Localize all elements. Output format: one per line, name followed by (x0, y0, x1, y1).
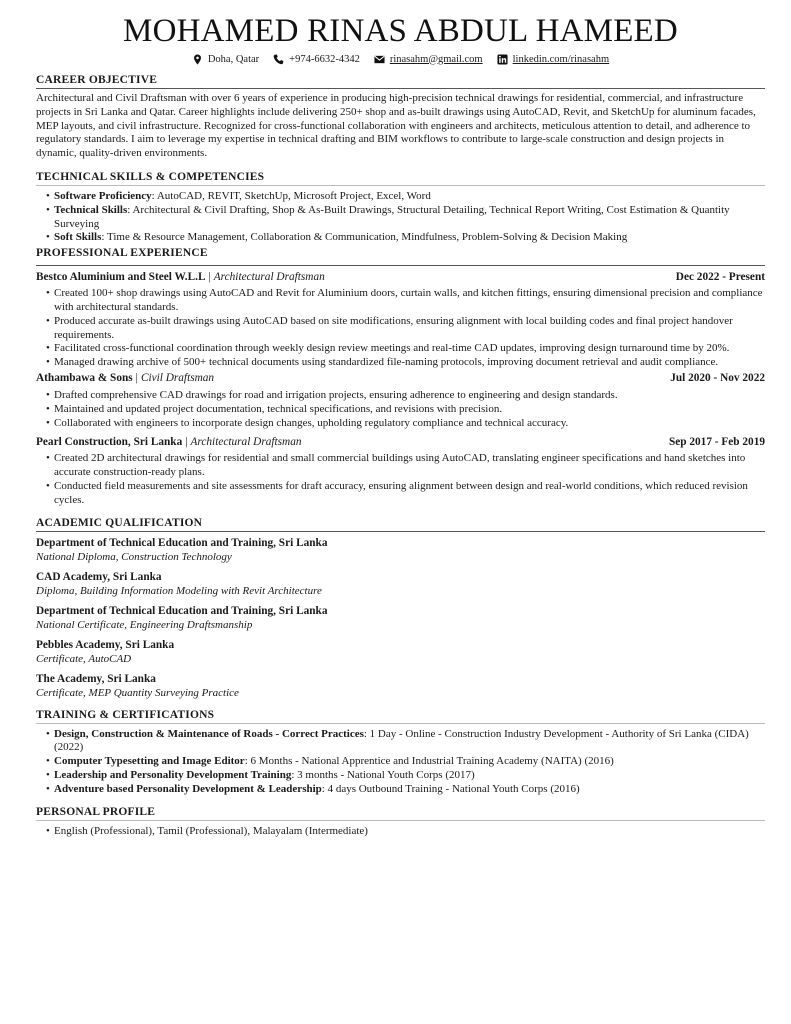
envelope-icon (374, 54, 385, 65)
job-bullets (36, 389, 765, 430)
education-institution: CAD Academy, Sri Lanka (36, 570, 162, 583)
skill-text: : Architectural & Civil Drafting, Shop & As-Built Drawings, Structural Detailing, Technical Report Writing, Cost Estimation & Quantity Surveying (54, 203, 730, 230)
training-label: Adventure based Personality Development & Leadership (54, 782, 322, 795)
job-dates: Dec 2022 - Present (675, 271, 765, 284)
job-bullet: • Collaborated with engineers to incorporate design changes, upholding regulatory compliance and technical accuracy. (46, 417, 765, 431)
education-degree: Diploma, Building Information Modeling with Revit Architecture (36, 584, 322, 597)
skills-section (36, 171, 765, 245)
job-role: Architectural Draftsman (190, 436, 302, 449)
training-item (46, 728, 765, 756)
job-bullet: • Created 100+ shop drawings using AutoCAD and Revit for Aluminium doors, curtain walls, and kitchen fittings, ensuring dimensional precision and compliance with architectural standards. (46, 287, 765, 315)
resume-page (36, 12, 765, 838)
skill-label: Technical Skills (54, 203, 128, 216)
job-company: Pearl Construction, Sri Lanka (36, 436, 183, 449)
job-bullet: • Created 2D architectural drawings for residential and small commercial buildings using AutoCAD, translating engineer specifications and hand sketches into accurate construction-ready plans. (46, 452, 765, 480)
job-separator: | (135, 371, 138, 384)
training-section (36, 709, 765, 797)
section-title-objective: CAREER OBJECTIVE (36, 74, 765, 89)
job-entry (36, 435, 765, 507)
job-header (36, 371, 765, 386)
profile-item: • English (Professional), Tamil (Professional), Malayalam (Intermediate) (46, 825, 765, 839)
job-bullet: • Conducted field measurements and site assessments for draft accuracy, ensuring alignment between design and real-world conditions, which reduced revision cycles. (46, 480, 765, 508)
education-degree: Certificate, AutoCAD (36, 652, 132, 665)
objective-text: Architectural and Civil Draftsman with over 6 years of experience in producing high-precision technical drawings for residential, commercial, and infrastructure projects in Sri Lanka and Qatar. Career highlights include delivering 250+ shop and as-built drawings using AutoCAD, Revit, and SketchUp for aluminum facades, MEP layouts, and civil infrastructure. Recognized for cross-functional collaboration with engineers and architects, meticulous attention to detail, and adherence to regulatory standards. I aim to leverage my expertise in technical drafting and BIM workflows to contribute to large-scale construction and design projects in dynamic, quality-driven environments. (36, 92, 756, 160)
training-label: Design, Construction & Maintenance of Roads - Correct Practices (54, 727, 364, 740)
experience-section (36, 247, 765, 507)
training-text: : 1 Day - Online - Construction Industry Development - Authority of Sri Lanka (CIDA) (2022) (54, 727, 749, 754)
phone-icon (273, 54, 284, 65)
education-degree: National Diploma, Construction Technology (36, 550, 232, 563)
job-separator: | (208, 271, 211, 284)
contact-linkedin[interactable] (497, 54, 610, 65)
section-title-education: ACADEMIC QUALIFICATION (36, 517, 765, 532)
profile-section (36, 806, 765, 839)
job-company: Bestco Aluminium and Steel W.L.L (36, 271, 206, 284)
education-institution: Department of Technical Education and Training, Sri Lanka (36, 604, 328, 617)
contact-location (192, 54, 259, 65)
skills-list (36, 190, 765, 245)
training-item (46, 783, 765, 797)
profile-list (36, 825, 765, 839)
section-title-training: TRAINING & CERTIFICATIONS (36, 709, 765, 724)
section-title-profile: PERSONAL PROFILE (36, 806, 765, 821)
contact-phone[interactable] (273, 54, 360, 65)
linkedin-link[interactable]: linkedin.com/rinasahm (512, 53, 610, 65)
job-bullet: • Produced accurate as-built drawings using AutoCAD based on site modifications, ensuring alignment with local building codes and final project handover requirements. (46, 315, 765, 343)
education-institution: The Academy, Sri Lanka (36, 672, 156, 685)
job-header (36, 435, 765, 450)
education-entry (36, 672, 765, 700)
skill-label: Software Proficiency (54, 189, 152, 202)
education-degree: National Certificate, Engineering Draftsmanship (36, 618, 253, 631)
skill-item (46, 204, 765, 232)
email-link[interactable]: rinasahm@gmail.com (389, 53, 483, 65)
training-label: Computer Typesetting and Image Editor (54, 755, 245, 768)
education-entry (36, 570, 765, 598)
skill-text: : AutoCAD, REVIT, SketchUp, Microsoft Project, Excel, Word (151, 189, 431, 202)
education-degree: Certificate, MEP Quantity Surveying Practice (36, 686, 239, 699)
training-item (46, 769, 765, 783)
contact-email[interactable] (374, 54, 483, 65)
education-entry (36, 536, 765, 564)
phone-text: +974-6632-4342 (289, 53, 360, 65)
education-entry (36, 604, 765, 632)
objective-section (36, 74, 765, 161)
training-list (36, 728, 765, 797)
job-role: Civil Draftsman (140, 371, 215, 384)
education-institution: Pebbles Academy, Sri Lanka (36, 638, 175, 651)
skill-label: Soft Skills (54, 231, 102, 244)
education-section (36, 517, 765, 700)
section-title-experience: PROFESSIONAL EXPERIENCE (36, 247, 765, 266)
job-entry (36, 371, 765, 430)
job-bullets (36, 287, 765, 370)
location-pin-icon (192, 54, 203, 65)
job-bullet: • Facilitated cross-functional coordination through weekly design review meetings and real-time CAD updates, improving design turnaround time by 20%. (46, 342, 765, 356)
job-entry (36, 270, 765, 370)
job-separator: | (185, 436, 188, 449)
training-text: : 3 months - National Youth Corps (2017) (291, 768, 475, 781)
job-header (36, 270, 765, 285)
location-text: Doha, Qatar (207, 53, 260, 65)
job-bullet: • Maintained and updated project documentation, technical specifications, and revisions with precision. (46, 403, 765, 417)
job-role: Architectural Draftsman (213, 271, 325, 284)
job-bullet: • Managed drawing archive of 500+ technical documents using standardized file-naming protocols, improving document retrieval and audit compliance. (46, 356, 765, 370)
education-entry (36, 638, 765, 666)
candidate-name: MOHAMED RINAS ABDUL HAMEED (123, 13, 678, 49)
linkedin-icon (497, 54, 508, 65)
training-label: Leadership and Personality Development Training (54, 768, 292, 781)
job-company: Athambawa & Sons (36, 371, 133, 384)
contact-bar (36, 52, 765, 66)
section-title-skills: TECHNICAL SKILLS & COMPETENCIES (36, 171, 765, 186)
training-text: : 6 Months - National Apprentice and Industrial Training Academy (NAITA) (2016) (244, 755, 614, 768)
training-item (46, 755, 765, 769)
education-institution: Department of Technical Education and Training, Sri Lanka (36, 536, 328, 549)
skill-item (46, 190, 765, 204)
job-bullets (36, 452, 765, 507)
skill-item (46, 231, 765, 245)
job-dates: Sep 2017 - Feb 2019 (668, 436, 765, 449)
job-dates: Jul 2020 - Nov 2022 (670, 371, 765, 384)
skill-text: : Time & Resource Management, Collaboration & Communication, Mindfulness, Problem-Solving & Decision Making (101, 231, 628, 244)
training-text: : 4 days Outbound Training - National Youth Corps (2016) (321, 782, 580, 795)
job-bullet: • Drafted comprehensive CAD drawings for road and irrigation projects, ensuring adherence to engineering and design standards. (46, 389, 765, 403)
